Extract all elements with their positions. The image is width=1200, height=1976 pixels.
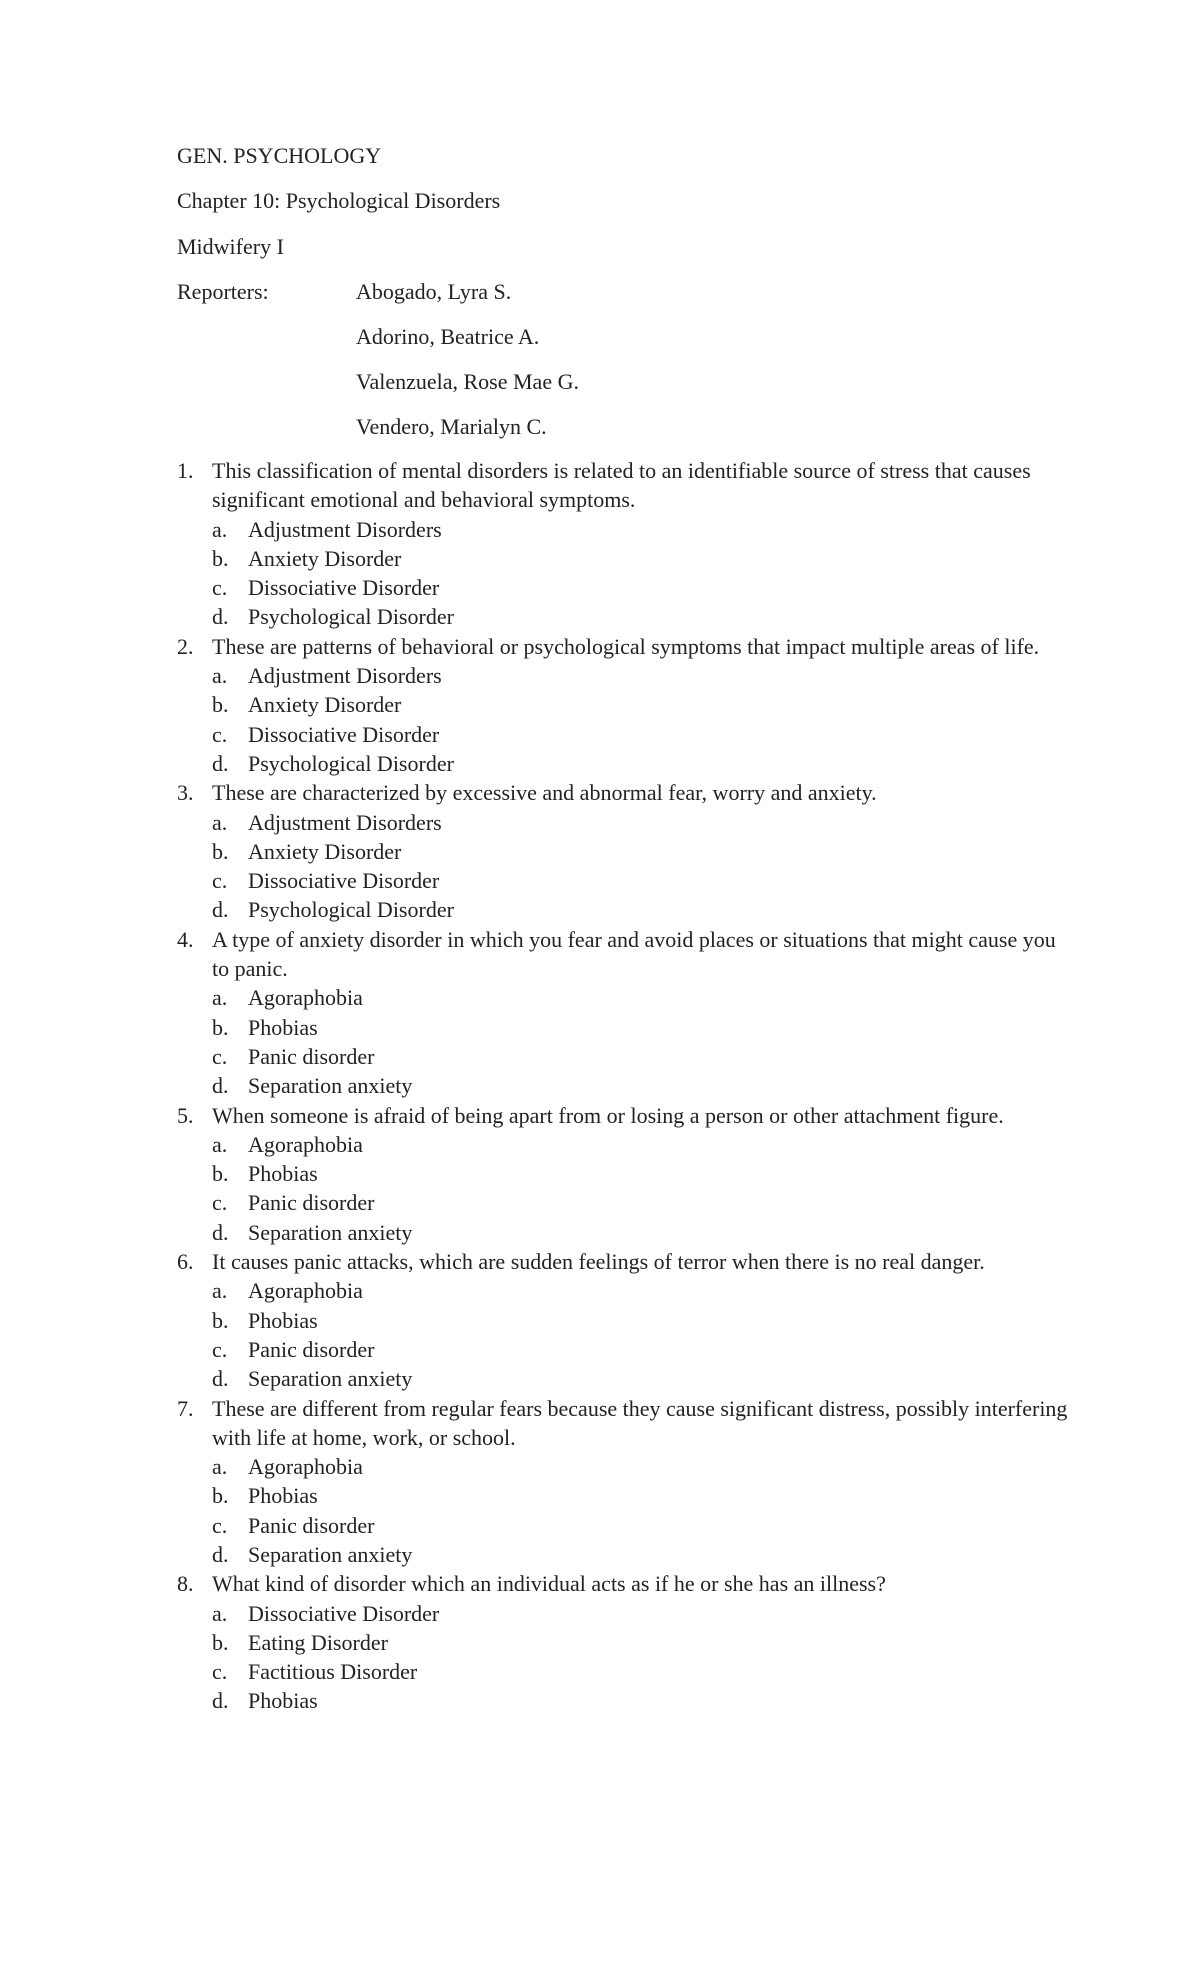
option-text: Panic disorder — [248, 1512, 375, 1538]
option-text: Anxiety Disorder — [248, 692, 402, 718]
question-number: 4. — [177, 926, 194, 952]
option-text: Phobias — [248, 1483, 318, 1509]
chapter-title: Chapter 10: Psychological Disorders — [177, 188, 501, 213]
option-text: Psychological Disorder — [248, 604, 454, 630]
option-letter: b. — [212, 1629, 229, 1655]
option-text: Separation anxiety — [248, 1219, 413, 1245]
option-text: Dissociative Disorder — [248, 868, 440, 894]
answer-option — [177, 895, 1077, 924]
question-number: 7. — [177, 1395, 194, 1421]
answer-option — [177, 1335, 1077, 1364]
reporter-name: Adorino, Beatrice A. — [356, 324, 540, 349]
option-text: Panic disorder — [248, 1043, 375, 1069]
answer-option — [177, 1481, 1077, 1510]
question-item — [177, 1394, 1077, 1453]
question-text: When someone is afraid of being apart from or losing a person or other attachment figure. — [212, 1102, 1004, 1128]
question-item — [177, 1101, 1077, 1130]
option-letter: c. — [212, 1190, 228, 1216]
option-letter: a. — [212, 809, 228, 835]
question-item — [177, 1247, 1077, 1276]
option-letter: b. — [212, 1014, 229, 1040]
option-letter: b. — [212, 1483, 229, 1509]
option-text: Adjustment Disorders — [248, 663, 442, 689]
option-text: Adjustment Disorders — [248, 516, 442, 542]
option-text: Phobias — [248, 1014, 318, 1040]
option-letter: d. — [212, 604, 229, 630]
question-item — [177, 778, 1077, 807]
option-letter: c. — [212, 721, 228, 747]
option-letter: b. — [212, 1161, 229, 1187]
option-text: Separation anxiety — [248, 1541, 413, 1567]
option-letter: d. — [212, 1219, 229, 1245]
question-text: What kind of disorder which an individual acts as if he or she has an illness? — [212, 1571, 886, 1597]
option-text: Separation anxiety — [248, 1366, 413, 1392]
option-letter: c. — [212, 1512, 228, 1538]
option-text: Agoraphobia — [248, 1131, 363, 1157]
answer-option — [177, 1130, 1077, 1159]
option-text: Adjustment Disorders — [248, 809, 442, 835]
option-letter: a. — [212, 663, 228, 689]
option-text: Panic disorder — [248, 1190, 375, 1216]
option-letter: d. — [212, 1541, 229, 1567]
option-letter: d. — [212, 897, 229, 923]
section-label: Midwifery I — [177, 234, 284, 259]
option-letter: c. — [212, 575, 228, 601]
answer-option — [177, 1540, 1077, 1569]
answer-option — [177, 1364, 1077, 1393]
option-letter: a. — [212, 516, 228, 542]
answer-option — [177, 661, 1077, 690]
option-text: Agoraphobia — [248, 1278, 363, 1304]
option-text: Anxiety Disorder — [248, 545, 402, 571]
question-number: 1. — [177, 458, 194, 483]
answer-option — [177, 1628, 1077, 1657]
option-letter: d. — [212, 750, 229, 776]
course-title: GEN. PSYCHOLOGY — [177, 143, 382, 168]
option-text: Agoraphobia — [248, 985, 363, 1011]
option-letter: c. — [212, 1659, 228, 1685]
option-letter: c. — [212, 1043, 228, 1069]
option-text: Psychological Disorder — [248, 750, 454, 776]
option-text: Separation anxiety — [248, 1073, 413, 1099]
answer-option — [177, 1306, 1077, 1335]
answer-option — [177, 1188, 1077, 1217]
reporters-label: Reporters: — [177, 279, 269, 304]
answer-option — [177, 720, 1077, 749]
question-text: This classification of mental disorders is related to an identifiable source of stress that causes significant emotional and behavioral symptoms. — [212, 458, 1031, 513]
answer-option — [177, 573, 1077, 602]
question-item — [177, 456, 1077, 515]
question-number: 8. — [177, 1571, 194, 1597]
option-text: Phobias — [248, 1307, 318, 1333]
option-letter: a. — [212, 1131, 228, 1157]
option-text: Dissociative Disorder — [248, 575, 440, 601]
question-number: 5. — [177, 1102, 194, 1128]
option-text: Phobias — [248, 1688, 318, 1714]
option-letter: a. — [212, 1600, 228, 1626]
option-letter: d. — [212, 1073, 229, 1099]
answer-option — [177, 690, 1077, 719]
question-text: These are patterns of behavioral or psychological symptoms that impact multiple areas of life. — [212, 633, 1040, 659]
option-text: Anxiety Disorder — [248, 838, 402, 864]
option-letter: d. — [212, 1688, 229, 1714]
answer-option — [177, 837, 1077, 866]
answer-option — [177, 515, 1077, 544]
answer-option — [177, 749, 1077, 778]
question-number: 2. — [177, 633, 194, 659]
reporter-name: Abogado, Lyra S. — [356, 279, 512, 304]
answer-option — [177, 983, 1077, 1012]
question-text: These are characterized by excessive and abnormal fear, worry and anxiety. — [212, 780, 877, 806]
option-text: Agoraphobia — [248, 1454, 363, 1480]
reporter-name: Vendero, Marialyn C. — [356, 414, 547, 439]
option-letter: b. — [212, 1307, 229, 1333]
option-text: Eating Disorder — [248, 1629, 388, 1655]
question-text: A type of anxiety disorder in which you fear and avoid places or situations that might cause you to panic. — [212, 926, 1056, 982]
option-letter: d. — [212, 1366, 229, 1392]
question-number: 6. — [177, 1249, 194, 1275]
answer-option — [177, 1218, 1077, 1247]
answer-option — [177, 1013, 1077, 1042]
answer-option — [177, 866, 1077, 895]
question-text: It causes panic attacks, which are sudden feelings of terror when there is no real danger. — [212, 1249, 985, 1275]
option-letter: a. — [212, 985, 228, 1011]
question-number: 3. — [177, 780, 194, 806]
answer-option — [177, 1452, 1077, 1481]
question-item — [177, 1569, 1077, 1598]
answer-option — [177, 1276, 1077, 1305]
option-letter: a. — [212, 1454, 228, 1480]
option-text: Factitious Disorder — [248, 1659, 418, 1685]
option-letter: a. — [212, 1278, 228, 1304]
option-letter: c. — [212, 868, 228, 894]
question-text: These are different from regular fears because they cause significant distress, possibly interfering with life at home, work, or school. — [212, 1395, 1068, 1450]
option-text: Panic disorder — [248, 1336, 375, 1362]
question-item — [177, 632, 1077, 661]
answer-option — [177, 1042, 1077, 1071]
answer-option — [177, 602, 1077, 631]
answer-option — [177, 1159, 1077, 1188]
option-letter: b. — [212, 692, 229, 718]
answer-option — [177, 1071, 1077, 1100]
question-list — [177, 456, 1077, 1716]
option-text: Dissociative Disorder — [248, 1600, 440, 1626]
option-letter: b. — [212, 838, 229, 864]
question-item — [177, 925, 1077, 984]
answer-option — [177, 1657, 1077, 1686]
answer-option — [177, 544, 1077, 573]
answer-option — [177, 1511, 1077, 1540]
option-letter: b. — [212, 545, 229, 571]
answer-option — [177, 808, 1077, 837]
option-text: Phobias — [248, 1161, 318, 1187]
reporter-name: Valenzuela, Rose Mae G. — [356, 369, 579, 394]
option-letter: c. — [212, 1336, 228, 1362]
answer-option — [177, 1686, 1077, 1715]
option-text: Dissociative Disorder — [248, 721, 440, 747]
answer-option — [177, 1599, 1077, 1628]
option-text: Psychological Disorder — [248, 897, 454, 923]
